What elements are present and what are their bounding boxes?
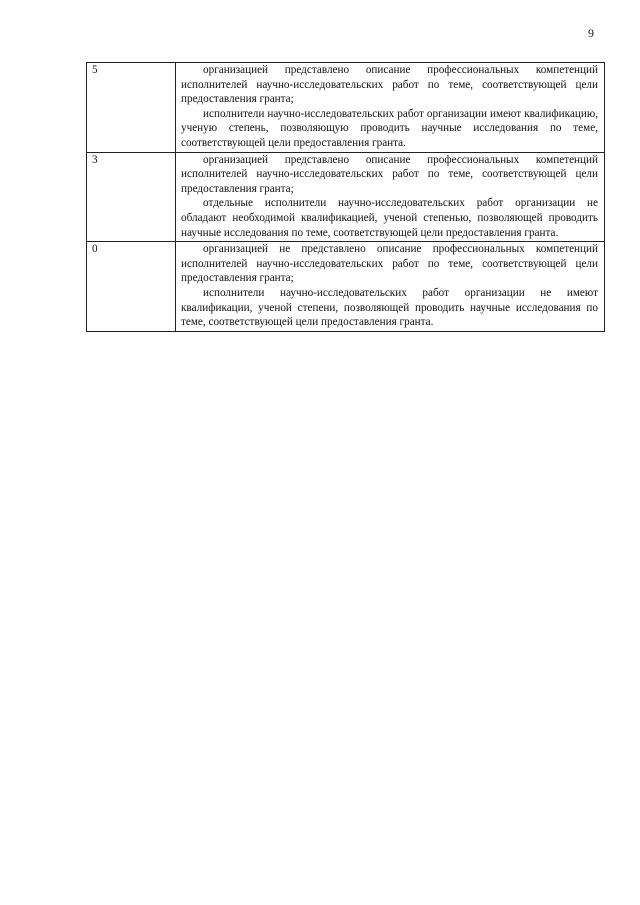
- criteria-description-cell: [176, 152, 605, 242]
- score-cell: 5: [87, 63, 176, 153]
- score-cell: 0: [87, 242, 176, 332]
- score-cell: 3: [87, 152, 176, 242]
- criteria-table: [86, 62, 605, 332]
- criteria-paragraph: организацией представлено описание профессиональных компетенций исполнителей научно-исследовательских работ по теме, соответствующей цели предоставления гранта;: [181, 153, 598, 195]
- criteria-description-cell: [176, 63, 605, 153]
- criteria-paragraph: организацией не представлено описание профессиональных компетенций исполнителей научно-исследовательских работ по теме, соответствующей цели предоставления гранта;: [181, 243, 598, 285]
- criteria-description-cell: [176, 242, 605, 332]
- page-number: 9: [588, 26, 594, 40]
- table-row: [87, 63, 605, 153]
- table-row: [87, 242, 605, 332]
- table-row: [87, 152, 605, 242]
- criteria-paragraph: исполнители научно-исследовательских работ организации не имеют квалификации, ученой степени, позволяющей проводить научные исследования по теме, соответствующей цели предоставления гранта.: [181, 286, 598, 329]
- criteria-paragraph: исполнители научно-исследовательских работ организации имеют квалификацию, ученую степень, позволяющую проводить научные исследования по теме, соответствующей цели предоставления гранта.: [181, 107, 598, 149]
- criteria-paragraph: отдельные исполнители научно-исследовательских работ организации не обладают необходимой квалификацией, ученой степенью, позволяющей проводить научные исследования по теме, соответствующей цели предоставления гранта.: [181, 197, 598, 239]
- criteria-paragraph: организацией представлено описание профессиональных компетенций исполнителей научно-исследовательских работ по теме, соответствующей цели предоставления гранта;: [181, 64, 598, 106]
